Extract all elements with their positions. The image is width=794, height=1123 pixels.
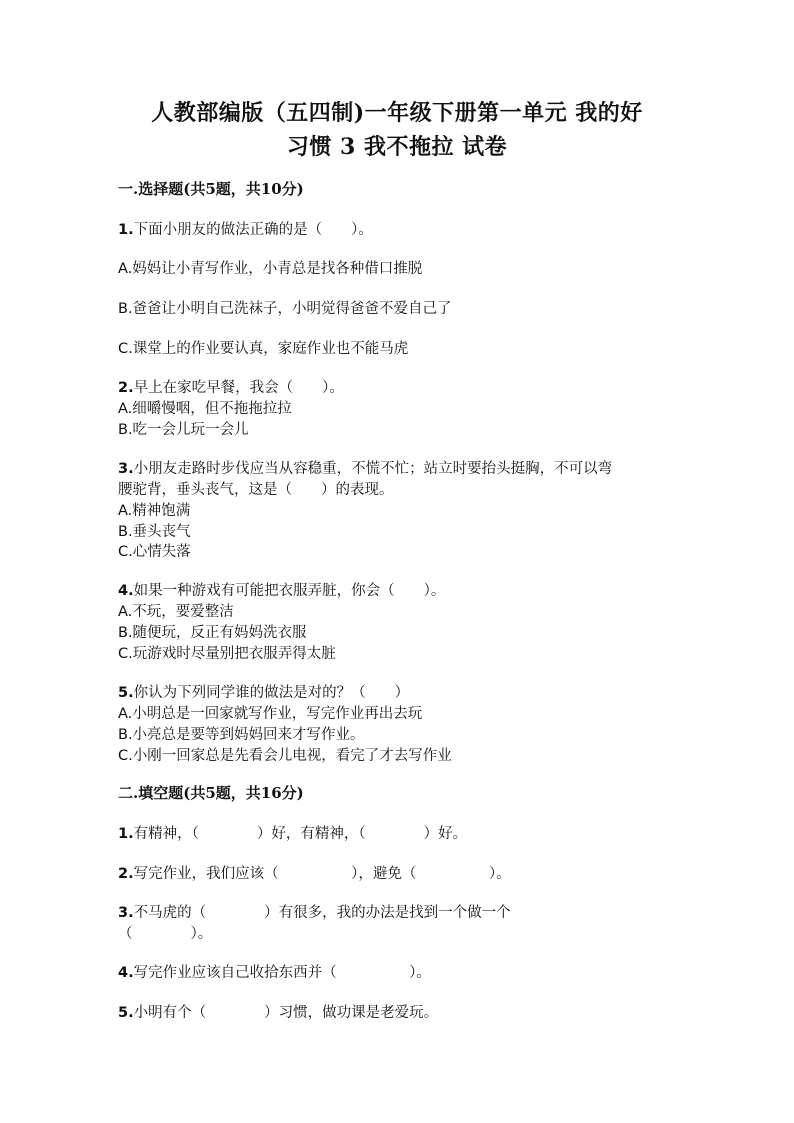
- option-text: B.垂头丧气: [118, 524, 191, 540]
- option-text: A.小明总是一回家就写作业，写完作业再出去玩: [118, 706, 423, 722]
- question-number: 1.: [118, 222, 134, 238]
- question-number: 4.: [118, 965, 134, 981]
- title-line-2: 习惯 3 我不拖拉 试卷: [286, 134, 508, 160]
- question-number: 3.: [118, 905, 134, 921]
- question-number: 2.: [118, 380, 134, 396]
- question-text: 写完作业应该自己收拾东西并（ ）。: [133, 965, 431, 981]
- section-heading-fill: 二.填空题(共5题，共16分): [118, 784, 304, 802]
- question-number: 3.: [118, 461, 134, 477]
- question-stem: 小朋友走路时步伐应当从容稳重，不慌不忙；站立时要抬头挺胸，不可以弯: [133, 461, 613, 477]
- fill-question-5: [118, 1001, 438, 1022]
- option-text: C.玩游戏时尽量别把衣服弄得太脏: [118, 646, 336, 662]
- fill-question-2: [118, 862, 511, 883]
- question-stem: 你认为下列同学谁的做法是对的？（ ）: [133, 685, 410, 701]
- question-number: 1.: [118, 826, 134, 842]
- option-text: C.小刚一回家总是先看会儿电视，看完了才去写作业: [118, 748, 452, 764]
- fill-question-1: [118, 822, 467, 843]
- option-text: B.吃一会儿玩一会儿: [118, 422, 249, 438]
- fill-question-3: [118, 901, 511, 922]
- option-text: A.细嚼慢咽，但不拖拖拉拉: [118, 401, 292, 417]
- option-text: C.心情失落: [118, 544, 191, 560]
- question-text: 小明有个（ ）习惯，做功课是老爱玩。: [133, 1005, 439, 1021]
- question-text: 写完作业，我们应该（ ），避免（ ）。: [133, 866, 511, 882]
- question-text-continued: （ ）。: [118, 926, 213, 942]
- question-text: 不马虎的（ ）有很多，我的办法是找到一个做一个: [133, 905, 511, 921]
- option-text: A.不玩，要爱整洁: [118, 604, 234, 620]
- choice-question-2: [118, 376, 344, 397]
- option-text: A.精神饱满: [118, 503, 191, 519]
- question-text: 有精神，（ ）好，有精神，（ ）好。: [133, 826, 468, 842]
- title-line-1: 人教部编版（五四制)一年级下册第一单元 我的好: [151, 100, 643, 126]
- fill-question-4: [118, 961, 431, 982]
- option-text: C.课堂上的作业要认真，家庭作业也不能马虎: [118, 341, 409, 357]
- question-number: 2.: [118, 866, 134, 882]
- choice-question-5: [118, 681, 409, 702]
- section-heading-choice: 一.选择题(共5题，共10分): [118, 180, 304, 198]
- choice-question-3: [118, 457, 612, 478]
- question-number: 5.: [118, 685, 134, 701]
- question-stem-continued: 腰驼背，垂头丧气，这是（ ）的表现。: [118, 482, 394, 498]
- choice-question-4: [118, 579, 445, 600]
- option-text: A.妈妈让小青写作业，小青总是找各种借口推脱: [118, 261, 423, 277]
- question-number: 5.: [118, 1005, 134, 1021]
- question-stem: 如果一种游戏有可能把衣服弄脏，你会（ ）。: [133, 583, 446, 599]
- question-stem: 下面小朋友的做法正确的是（ ）。: [133, 222, 373, 238]
- choice-question-1: [118, 218, 373, 239]
- option-text: B.爸爸让小明自己洗袜子，小明觉得爸爸不爱自己了: [118, 301, 452, 317]
- option-text: B.小亮总是要等到妈妈回来才写作业。: [118, 727, 365, 743]
- question-stem: 早上在家吃早餐，我会（ ）。: [133, 380, 344, 396]
- option-text: B.随便玩，反正有妈妈洗衣服: [118, 625, 307, 641]
- question-number: 4.: [118, 583, 134, 599]
